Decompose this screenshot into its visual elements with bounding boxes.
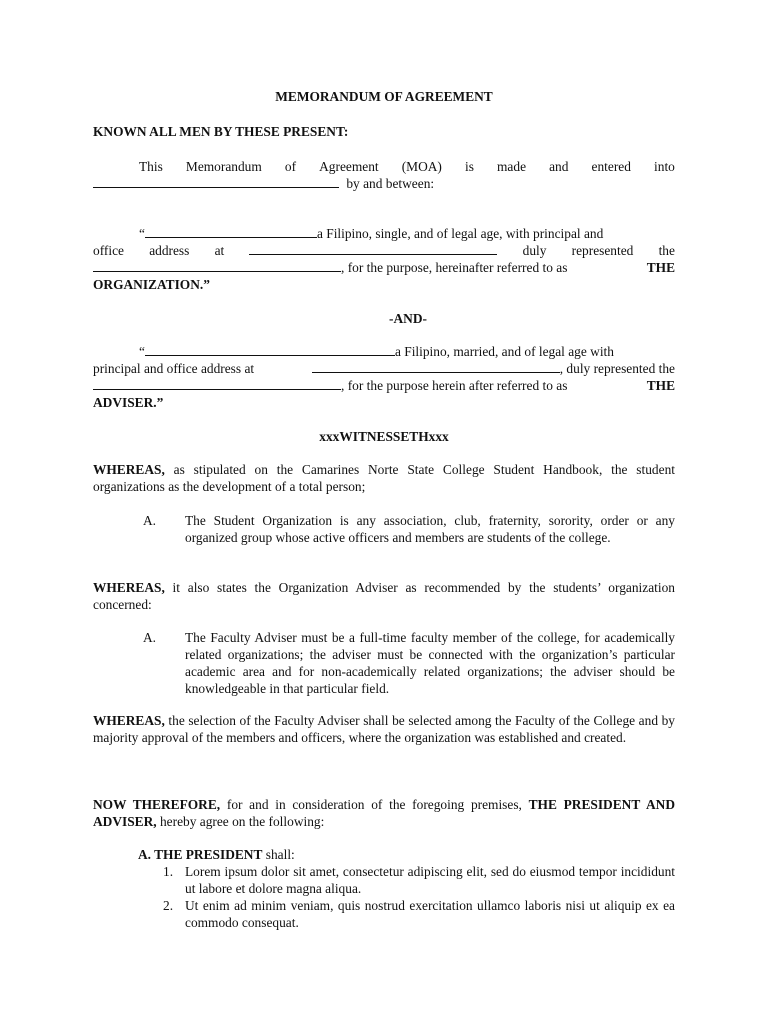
witnesseth-heading: xxxWITNESSETHxxx — [319, 429, 449, 444]
party2-address-blank[interactable] — [312, 360, 560, 373]
party1-line-1: “ a Filipino, single, and of legal age, with principal and — [139, 226, 604, 241]
whereas-paragraph-1: WHEREAS, as stipulated on the Camarines Norte State College Student Handbook, the student organizations as the development of a total person; — [93, 462, 675, 494]
party1-address-blank[interactable] — [249, 242, 497, 255]
document-page: MEMORANDUM OF AGREEMENT KNOWN ALL MEN BY THESE PRESENT: This Memorandum of Agreement (MOA) is made and entered into by and between: “ a Filipino, single, and of legal age, with principal and office address at duly represented the , for the purpose, hereinafter referred to as THE ORGANIZATION.” -AND- “ a Filipino, married, and of legal age with principal and office address at , duly represented the , for the purpose herein after referred to as THE ADVISER.” xxxWITNESSETHxxx WHEREAS, as stipulated on the Camarines Norte State College Student Handbook, the student organizations as the development of a total person; A. The Student Organization is any association, club, fraternity, sorority, order or any organized group whose active officers and members are students of the college. WHEREAS, it also states the Organization Adviser as recommended by the students’ organization concerned: A. The Faculty Adviser must be a full-time faculty member of the college, for academically related organizations; the adviser must be connected with the organization’s particular academic area and for non-academically related organizations; the adviser should be knowledgeable in that particular field. WHEREAS, the selection of the Faculty Adviser shall be selected among the Faculty of the College and by majority approval of the members and officers, where the organization was established and created. NOW THEREFORE, for and in consideration of the foregoing premises, THE PRESIDENT AND ADVISER, hereby agree on the following: A. THE PRESIDENT shall: 1. Lorem ipsum dolor sit amet, consectetur adipiscing elit, sed do eiusmod tempor incididunt ut labore et dolore magna aliqua. 2. Ut enim ad minim veniam, quis nostrud exercitation ullamco laboris nisi ut aliquip ex ea commodo consequat. — [93, 89, 675, 930]
intro-word: This — [139, 159, 163, 174]
intro-word: made — [497, 159, 527, 174]
party2-name-blank[interactable] — [145, 343, 395, 356]
party1-rep-blank[interactable] — [93, 259, 341, 272]
party2-line-2: principal and office address at , duly represented the — [93, 361, 675, 376]
intro-word: entered — [591, 159, 631, 174]
intro-word: is — [464, 159, 474, 174]
known-heading: KNOWN ALL MEN BY THESE PRESENT: — [93, 124, 349, 139]
intro-word: and — [549, 159, 569, 174]
intro-word: of — [284, 159, 297, 174]
party2-rep-blank[interactable] — [93, 377, 341, 390]
party2-line-1: “ a Filipino, married, and of legal age with — [139, 344, 614, 359]
party2-line-3: , for the purpose herein after referred to as THE — [93, 377, 675, 394]
intro-line-1 — [139, 158, 675, 175]
party1-line-2: office address at duly represented the — [93, 243, 675, 258]
party2-line-4: ADVISER.” — [93, 395, 164, 410]
party1-line-4: ORGANIZATION.” — [93, 277, 210, 292]
intro-line-2: by and between: — [93, 175, 675, 192]
document-title: MEMORANDUM OF AGREEMENT — [275, 89, 493, 104]
now-therefore-paragraph: NOW THEREFORE, for and in consideration of the foregoing premises, THE PRESIDENT AND ADVISER, hereby agree on the following: — [93, 797, 675, 829]
party1-name-blank[interactable] — [145, 225, 317, 238]
intro-word: (MOA) — [401, 159, 442, 174]
intro-word: Memorandum — [185, 159, 262, 174]
intro-word: Agreement — [319, 159, 379, 174]
party1-line-3: , for the purpose, hereinafter referred to as THE — [93, 259, 675, 276]
whereas-paragraph-3: WHEREAS, the selection of the Faculty Adviser shall be selected among the Faculty of the College and by majority approval of the members and officers, where the organization was established and created. — [93, 713, 675, 745]
intro-word: into — [654, 159, 675, 174]
and-separator: -AND- — [389, 311, 427, 326]
blank-line[interactable] — [93, 175, 339, 188]
whereas-paragraph-2: WHEREAS, it also states the Organization Adviser as recommended by the students’ organization concerned: — [93, 580, 675, 612]
section-a-heading: A. THE PRESIDENT shall: — [138, 847, 295, 862]
